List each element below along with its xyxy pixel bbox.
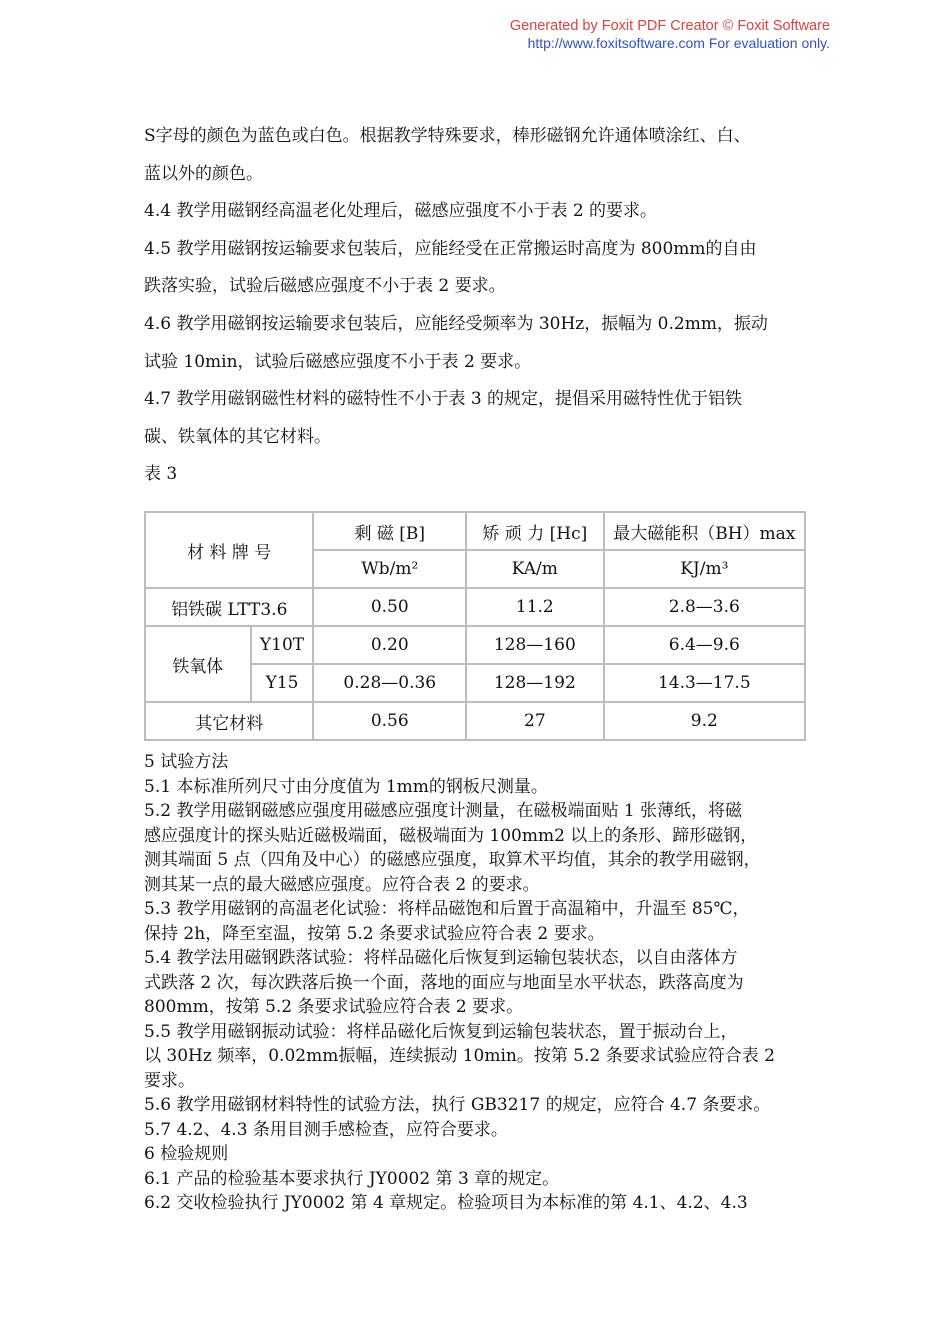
cell-remanence: 0.56 bbox=[313, 702, 466, 740]
text-line: 以 30Hz 频率，0.02mm振幅，连续振动 10min。按第 5.2 条要求试验应符合表 2 bbox=[144, 1046, 775, 1066]
cell-coercivity: 11.2 bbox=[466, 588, 604, 626]
unit-remanence: Wb/m² bbox=[313, 550, 466, 588]
text-line: 测其某一点的最大磁感应强度。应符合表 2 的要求。 bbox=[144, 874, 540, 895]
cell-coercivity: 27 bbox=[466, 702, 604, 740]
clause-5-1: 5.1 本标准所列尺寸由分度值为 1mm的钢板尺测量。 bbox=[144, 776, 548, 797]
cell-coercivity: 128—192 bbox=[466, 664, 604, 702]
cell-max-energy-product: 9.2 bbox=[604, 702, 805, 740]
text-line: 蓝以外的颜色。 bbox=[144, 163, 263, 184]
text-line: 跌落实验，试验后磁感应强度不小于表 2 要求。 bbox=[144, 276, 506, 297]
clause-6-1: 6.1 产品的检验基本要求执行 JY0002 第 3 章的规定。 bbox=[144, 1168, 560, 1189]
clause-4-5: 4.5 教学用磁钢按运输要求包装后，应能经受在正常搬运时高度为 800mm的自由 bbox=[144, 238, 757, 259]
clause-4-7: 4.7 教学用磁钢磁性材料的磁特性不小于表 3 的规定，提倡采用磁特性优于铝铁 bbox=[144, 389, 743, 410]
text-line: 试验 10min，试验后磁感应强度不小于表 2 要求。 bbox=[144, 351, 532, 372]
cell-remanence: 0.28—0.36 bbox=[313, 664, 466, 702]
header-max-energy-product: 最大磁能积（BH）max bbox=[604, 512, 805, 550]
cell-remanence: 0.50 bbox=[313, 588, 466, 626]
clause-5-5: 5.5 教学用磁钢振动试验：将样品磁化后恢复到运输包装状态，置于振动台上， bbox=[144, 1021, 738, 1042]
header-coercivity: 矫 顽 力 [Hc] bbox=[466, 512, 604, 550]
cell-max-energy-product: 14.3—17.5 bbox=[604, 664, 805, 702]
clause-5-2: 5.2 教学用磁钢磁感应强度用磁感应强度计测量，在磁极端面贴 1 张薄纸，将磁 bbox=[144, 801, 743, 821]
text-line: 800mm，按第 5.2 条要求试验应符合表 2 要求。 bbox=[144, 997, 524, 1017]
cell-max-energy-product: 6.4—9.6 bbox=[604, 626, 805, 664]
cell-grade: Y15 bbox=[251, 664, 314, 702]
text-line: S字母的颜色为蓝色或白色。根据教学特殊要求，棒形磁钢允许通体喷涂红、白、 bbox=[144, 126, 751, 146]
table-caption: 表 3 bbox=[144, 464, 178, 485]
cell-material: 其它材料 bbox=[145, 702, 313, 740]
section-heading-6: 6 检验规则 bbox=[144, 1144, 229, 1164]
cell-ferrite-group: 铁氧体 bbox=[145, 626, 251, 702]
unit-coercivity: KA/m bbox=[466, 550, 604, 588]
table-row bbox=[145, 702, 805, 740]
clause-6-2: 6.2 交收检验执行 JY0002 第 4 章规定。检验项目为本标准的第 4.1、4.2、4.3 bbox=[144, 1193, 748, 1213]
cell-remanence: 0.20 bbox=[313, 626, 466, 664]
clause-5-4: 5.4 教学法用磁钢跌落试验：将样品磁化后恢复到运输包装状态，以自由落体方 bbox=[144, 948, 738, 968]
magnetic-properties-table bbox=[144, 511, 806, 741]
header-material-grade: 材 料 牌 号 bbox=[145, 512, 313, 588]
upper-body-text bbox=[144, 118, 808, 494]
text-line: 保持 2h，降至室温，按第 5.2 条要求试验应符合表 2 要求。 bbox=[144, 923, 605, 944]
section-heading-5: 5 试验方法 bbox=[144, 752, 229, 772]
table-row bbox=[145, 626, 805, 664]
text-line: 感应强度计的探头贴近磁极端面，磁极端面为 100mm2 以上的条形、蹄形磁钢， bbox=[144, 825, 758, 846]
cell-coercivity: 128—160 bbox=[466, 626, 604, 664]
cell-material: 铝铁碳 LTT3.6 bbox=[145, 588, 313, 626]
clause-5-3: 5.3 教学用磁钢的高温老化试验：将样品磁饱和后置于高温箱中，升温至 85℃， bbox=[144, 899, 750, 919]
header-remanence: 剩 磁 [B] bbox=[313, 512, 466, 550]
unit-max-energy-product: KJ/m³ bbox=[604, 550, 805, 588]
watermark-url-line: http://www.foxitsoftware.com For evaluation only. bbox=[527, 35, 830, 51]
clause-4-4: 4.4 教学用磁钢经高温老化处理后，磁感应强度不小于表 2 的要求。 bbox=[144, 201, 658, 222]
text-line: 测其端面 5 点（四角及中心）的磁感应强度，取算术平均值，其余的教学用磁钢， bbox=[144, 850, 761, 870]
table-header-row bbox=[145, 512, 805, 550]
clause-5-6: 5.6 教学用磁钢材料特性的试验方法，执行 GB3217 的规定，应符合 4.7 条要求。 bbox=[144, 1095, 771, 1115]
clause-4-6: 4.6 教学用磁钢按运输要求包装后，应能经受频率为 30Hz，振幅为 0.2mm，振动 bbox=[144, 313, 768, 334]
table-row bbox=[145, 588, 805, 626]
cell-grade: Y10T bbox=[251, 626, 314, 664]
watermark-generator-line: Generated by Foxit PDF Creator © Foxit Software bbox=[509, 18, 830, 34]
clause-5-7: 5.7 4.2、4.3 条用目测手感检查，应符合要求。 bbox=[144, 1119, 508, 1140]
lower-body-text bbox=[144, 750, 808, 1216]
text-line: 碳、铁氧体的其它材料。 bbox=[144, 426, 331, 447]
foxit-watermark bbox=[510, 18, 830, 52]
cell-max-energy-product: 2.8—3.6 bbox=[604, 588, 805, 626]
text-line: 式跌落 2 次，每次跌落后换一个面，落地的面应与地面呈水平状态，跌落高度为 bbox=[144, 972, 744, 993]
text-line: 要求。 bbox=[144, 1070, 195, 1091]
